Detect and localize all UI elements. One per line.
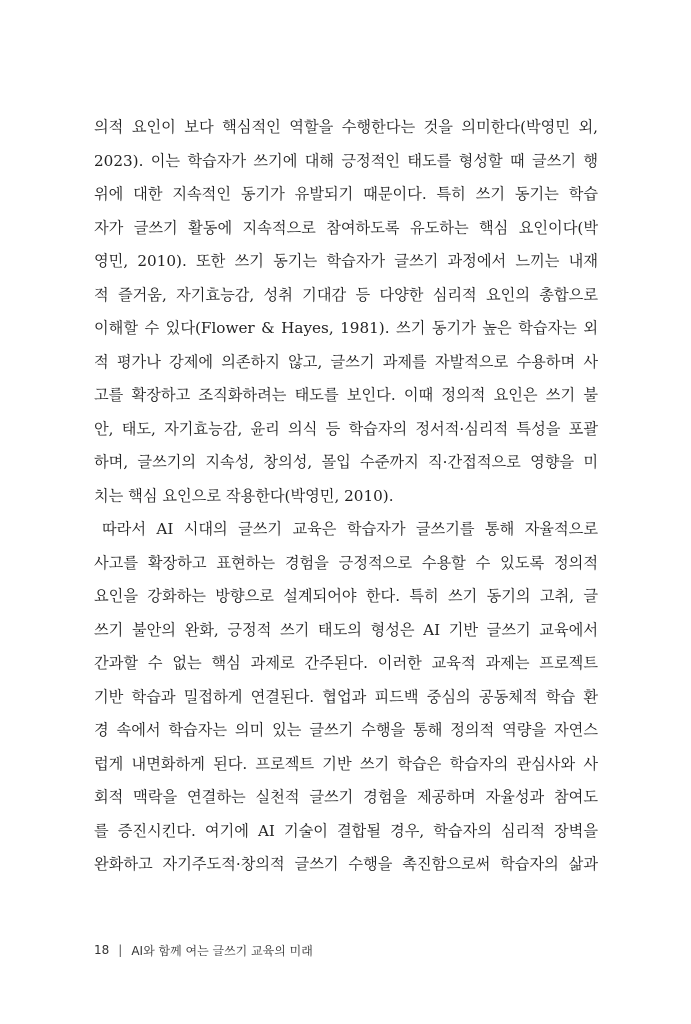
text-line: 영민, 2010). 또한 쓰기 동기는 학습자가 글쓰기 과정에서 느끼는 내재 [94,252,598,270]
text-line: 경 속에서 학습자는 의미 있는 글쓰기 수행을 통해 정의적 역량을 자연스 [94,721,598,739]
page-footer [94,940,313,960]
book-title: AI와 함께 여는 글쓰기 교육의 미래 [131,943,313,958]
text-line: 쓰기 불안의 완화, 긍정적 쓰기 태도의 형성은 AI 기반 글쓰기 교육에서 [94,620,598,639]
text-line: 위에 대한 지속적인 동기가 유발되기 때문이다. 특히 쓰기 동기는 학습 [94,185,598,203]
text-line: 안, 태도, 자기효능감, 윤리 의식 등 학습자의 정서적·심리적 특성을 포괄 [94,419,598,438]
text-line: 자가 글쓰기 활동에 지속적으로 참여하도록 유도하는 핵심 요인이다(박 [94,218,598,237]
text-line: 간과할 수 없는 핵심 과제로 간주된다. 이러한 교육적 과제는 프로젝트 [94,654,598,672]
text-line: 치는 핵심 요인으로 작용한다(박영민, 2010). [94,486,394,505]
paragraph-1 [94,111,598,513]
text-line: 럽게 내면화하게 된다. 프로젝트 기반 쓰기 학습은 학습자의 관심사와 사 [94,754,598,773]
text-line: 기반 학습과 밀접하게 연결된다. 협업과 피드백 중심의 공동체적 학습 환 [94,687,598,706]
text-line: 적 평가나 강제에 의존하지 않고, 글쓰기 과제를 자발적으로 수용하며 사 [94,352,598,371]
text-line: 완화하고 자기주도적·창의적 글쓰기 수행을 촉진함으로써 학습자의 삶과 [94,855,598,873]
text-line: 하며, 글쓰기의 지속성, 창의성, 몰입 수준까지 직·간접적으로 영향을 미 [94,453,598,471]
body-text [94,111,598,882]
text-line: 이해할 수 있다(Flower & Hayes, 1981). 쓰기 동기가 높은 학습자는 외 [94,319,598,337]
footer-separator: | [118,943,123,957]
text-line: 요인을 강화하는 방향으로 설계되어야 한다. 특히 쓰기 동기의 고취, 글 [94,587,598,605]
text-line: 의적 요인이 보다 핵심적인 역할을 수행한다는 것을 의미한다(박영민 외, [94,118,598,136]
paragraph-2 [94,513,598,882]
text-line: 고를 확장하고 조직화하려는 태도를 보인다. 이때 정의적 요인은 쓰기 불 [94,386,598,404]
text-line: 를 증진시킨다. 여기에 AI 기술이 결합될 경우, 학습자의 심리적 장벽을 [94,821,598,840]
page-number: 18 [94,943,110,957]
text-line: 적 즐거움, 자기효능감, 성취 기대감 등 다양한 심리적 요인의 총합으로 [94,285,598,304]
text-line: 따라서 AI 시대의 글쓰기 교육은 학습자가 글쓰기를 통해 자율적으로 [102,520,598,538]
text-line: 2023). 이는 학습자가 쓰기에 대해 긍정적인 태도를 형성할 때 글쓰기 행 [94,151,598,170]
text-line: 회적 맥락을 연결하는 실천적 글쓰기 경험을 제공하며 자율성과 참여도 [94,788,598,806]
text-line: 사고를 확장하고 표현하는 경험을 긍정적으로 수용할 수 있도록 정의적 [94,553,598,572]
